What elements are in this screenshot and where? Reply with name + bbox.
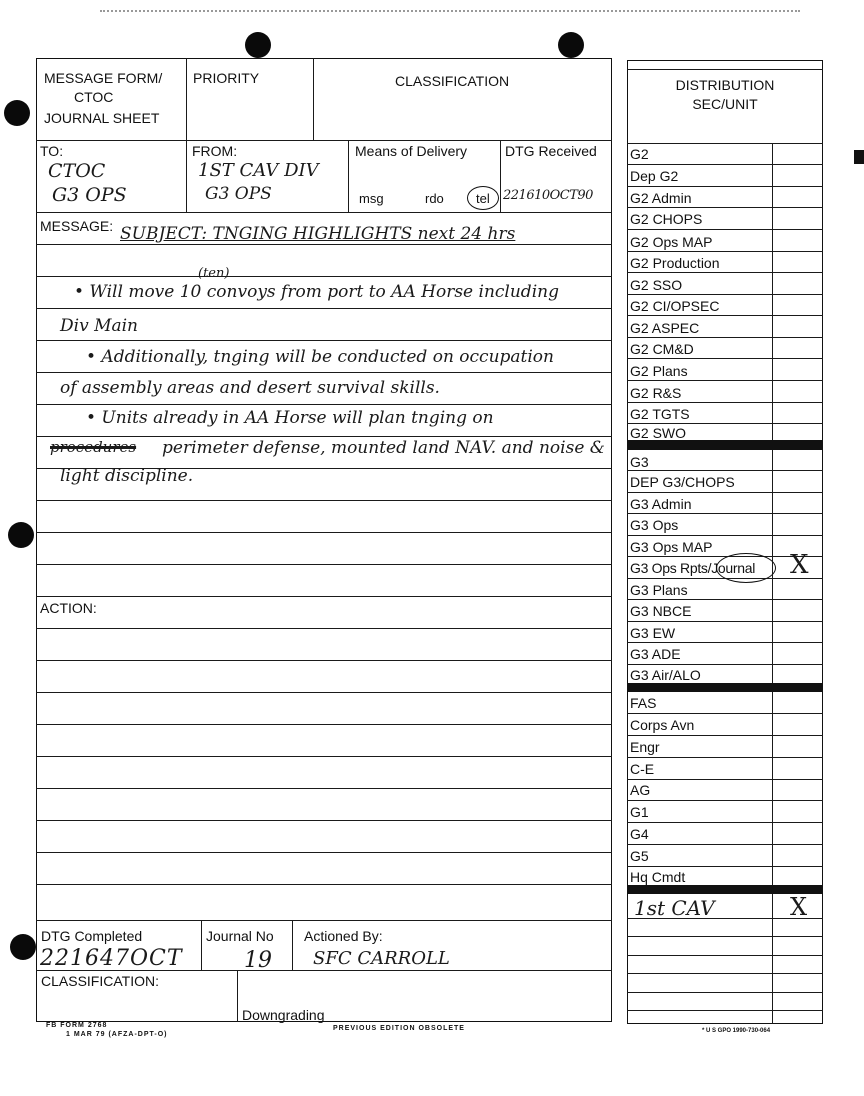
dist-g1: G1 — [630, 804, 649, 820]
dist-g2-production: G2 Production — [630, 255, 720, 271]
from-value-line2: G3 OPS — [205, 184, 272, 204]
form-title-line2: CTOC — [74, 89, 114, 105]
actioned-by-value: SFC CARROLL — [313, 948, 450, 969]
scan-noise — [100, 10, 800, 16]
punch-hole-top-left — [245, 32, 271, 58]
dist-g2-plans: G2 Plans — [630, 363, 688, 379]
message-line-1: • Will move 10 convoys from port to AA Horse including — [74, 282, 559, 302]
dist-g2-chops: G2 CHOPS — [630, 211, 703, 227]
dist-handwritten-1st-cav: 1st CAV — [634, 896, 715, 920]
priority-label: PRIORITY — [193, 70, 260, 86]
journal-no-value: 19 — [244, 948, 272, 973]
dist-g5: G5 — [630, 848, 649, 864]
means-rdo: rdo — [425, 191, 444, 206]
message-line-2: Div Main — [60, 316, 139, 336]
means-tel: tel — [476, 191, 490, 206]
dist-ag: AG — [630, 782, 651, 798]
classification-label: CLASSIFICATION — [395, 73, 510, 89]
dist-g2-ci-opsec: G2 CI/OPSEC — [630, 298, 720, 314]
previous-edition-note: PREVIOUS EDITION OBSOLETE — [333, 1025, 465, 1032]
dist-g2: G2 — [630, 146, 649, 162]
g3-journal-check: X — [790, 550, 809, 580]
message-line-3: • Additionally, tnging will be conducted on occupation — [86, 347, 554, 367]
message-subject: SUBJECT: TNGING HIGHLIGHTS next 24 hrs — [120, 224, 516, 244]
to-label: TO: — [40, 143, 64, 159]
punch-hole-left-3 — [10, 934, 36, 960]
dtg-received-label: DTG Received — [505, 143, 597, 159]
distribution-label — [627, 76, 823, 114]
form-number: FB FORM 2768 — [46, 1022, 108, 1029]
means-of-delivery-label: Means of Delivery — [355, 143, 468, 159]
dtg-completed-label: DTG Completed — [41, 928, 143, 944]
message-line-5: • Units already in AA Horse will plan tnging on — [86, 408, 494, 428]
dist-separator-2 — [627, 683, 823, 692]
dist-g4: G4 — [630, 826, 649, 842]
form-date: 1 MAR 79 (AFZA-DPT-O) — [66, 1031, 168, 1038]
dist-fas: FAS — [630, 695, 657, 711]
journal-no-label: Journal No — [206, 928, 274, 944]
to-value-line2: G3 OPS — [52, 184, 127, 206]
message-line-4: of assembly areas and desert survival skills. — [60, 378, 440, 398]
dist-g3-ops: G3 Ops — [630, 517, 679, 533]
dist-ce: C-E — [630, 761, 655, 777]
punch-hole-left-2 — [8, 522, 34, 548]
dist-g3-air-alo: G3 Air/ALO — [630, 667, 701, 683]
tel-circle — [467, 186, 499, 210]
to-value-line1: CTOC — [48, 160, 106, 182]
dist-g2-ops-map: G2 Ops MAP — [630, 234, 713, 250]
dist-g2-sso: G2 SSO — [630, 277, 683, 293]
actioned-by-label: Actioned By: — [304, 928, 383, 944]
dist-engr: Engr — [630, 739, 660, 755]
dist-g3-nbce: G3 NBCE — [630, 603, 692, 619]
punch-hole-top-right — [558, 32, 584, 58]
dist-hq-cmdt: Hq Cmdt — [630, 869, 686, 885]
message-struck-word: procedures — [50, 438, 137, 456]
form-title-line3: JOURNAL SHEET — [44, 110, 160, 126]
dist-g3-ew: G3 EW — [630, 625, 676, 641]
action-label: ACTION: — [40, 600, 97, 616]
dtg-completed-value: 221647OCT — [40, 946, 183, 971]
dist-corps-avn: Corps Avn — [630, 717, 695, 733]
message-line-7: light discipline. — [60, 466, 194, 486]
footer-classification-label: CLASSIFICATION: — [41, 973, 159, 989]
distribution-label-line1: DISTRIBUTION — [675, 77, 775, 93]
dist-g2-admin: G2 Admin — [630, 190, 692, 206]
message-insert-ten: (ten) — [198, 266, 230, 281]
dist-g3-ops-map: G3 Ops MAP — [630, 539, 713, 555]
dist-g3: G3 — [630, 454, 649, 470]
dist-g3-admin: G3 Admin — [630, 496, 692, 512]
gpo-note: * U S GPO 1990-730-064 — [702, 1028, 771, 1034]
dist-g2-cmd: G2 CM&D — [630, 341, 694, 357]
1st-cav-check: X — [790, 893, 808, 921]
form-title — [44, 70, 162, 126]
journal-circle — [716, 553, 776, 583]
from-label: FROM: — [192, 143, 238, 159]
message-line-6: perimeter defense, mounted land NAV. and noise & — [162, 438, 605, 458]
dist-g2-tgts: G2 TGTS — [630, 406, 690, 422]
dist-g2-aspec: G2 ASPEC — [630, 320, 700, 336]
downgrading-label: Downgrading — [242, 1007, 325, 1023]
dist-g3-plans: G3 Plans — [630, 582, 688, 598]
dist-separator-1 — [627, 440, 823, 450]
dist-dep-g2: Dep G2 — [630, 168, 679, 184]
dist-g3-ade: G3 ADE — [630, 646, 681, 662]
edge-mark — [854, 150, 864, 164]
distribution-label-line2: SEC/UNIT — [692, 96, 758, 112]
dist-g2-rs: G2 R&S — [630, 385, 682, 401]
dist-g2-swo: G2 SWO — [630, 425, 687, 441]
form-title-line1: MESSAGE FORM/ — [44, 70, 163, 86]
dist-g3-ops-rpts-journal: G3 Ops Rpts/Journal — [630, 560, 756, 576]
punch-hole-left-1 — [4, 100, 30, 126]
message-label: MESSAGE: — [40, 218, 114, 234]
dist-dep-g3-chops: DEP G3/CHOPS — [630, 474, 735, 490]
from-value-line1: 1ST CAV DIV — [198, 160, 319, 181]
means-msg: msg — [359, 191, 384, 206]
dtg-received-value: 221610OCT90 — [503, 188, 593, 203]
